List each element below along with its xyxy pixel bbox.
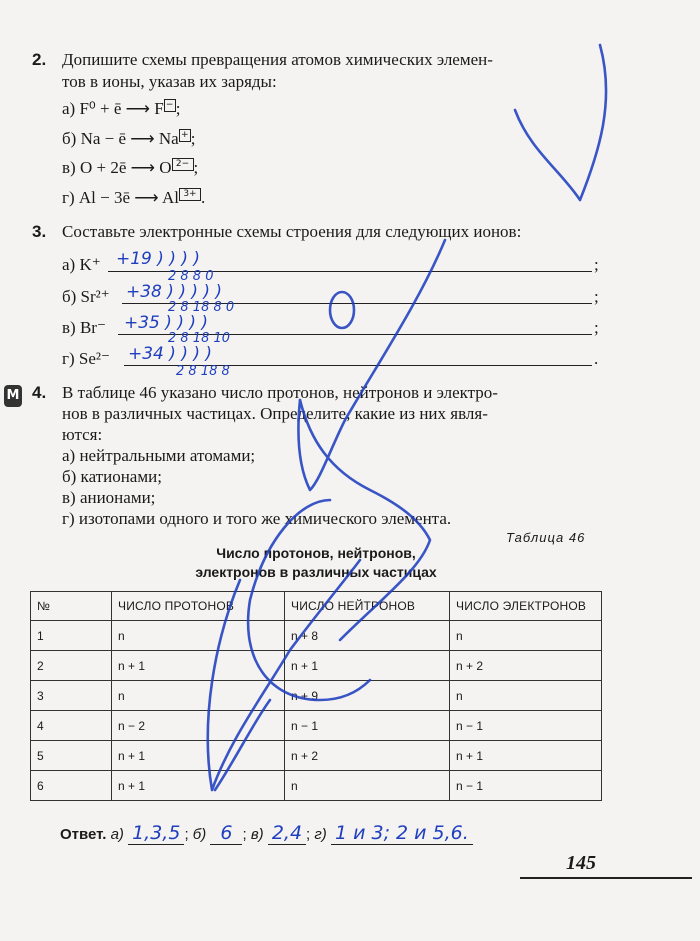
table-cell: n + 8 bbox=[285, 621, 450, 651]
table-caption-line1: Число протонов, нейтронов, bbox=[216, 545, 416, 561]
q2-item-g: г) Al − 3ē ⟶ Al 3+ . bbox=[62, 188, 206, 207]
table-row bbox=[31, 771, 602, 801]
q4-item-g: г) изотопами одного и того же химического элемента. bbox=[62, 509, 452, 528]
table-cell: n bbox=[112, 681, 285, 711]
question-2-number: 2. bbox=[32, 50, 47, 69]
q3-item-b-shells: 2 8 18 8 0 bbox=[168, 300, 235, 315]
q2-item-a-answer-box[interactable]: − bbox=[164, 99, 176, 112]
question-4-line2: нов в различных частицах. Определите, какие из них явля- bbox=[62, 404, 488, 423]
table-header-cell: ЧИСЛО НЕЙТРОНОВ bbox=[285, 592, 450, 621]
answer-g-value[interactable]: 1 и 3; 2 и 5,6. bbox=[331, 822, 473, 845]
q3-item-a-end: ; bbox=[594, 255, 599, 274]
table-cell: n + 1 bbox=[112, 771, 285, 801]
table-cell: n + 1 bbox=[450, 741, 602, 771]
answer-b-value[interactable]: 6 bbox=[210, 822, 242, 845]
q3-item-g-shells: 2 8 18 8 bbox=[176, 364, 230, 379]
table-cell: n − 2 bbox=[112, 711, 285, 741]
table-row bbox=[31, 711, 602, 741]
q3-item-b-label: б) Sr²⁺ bbox=[62, 287, 110, 306]
q2-item-b-formula: Na − ē ⟶ Na bbox=[80, 129, 179, 148]
q3-item-v-end: ; bbox=[594, 318, 599, 337]
q2-item-g-answer-box[interactable]: 3+ bbox=[179, 188, 201, 201]
q3-item-g-end: . bbox=[594, 349, 599, 368]
table-cell: 5 bbox=[31, 741, 112, 771]
table-cell: n + 2 bbox=[285, 741, 450, 771]
pen-stroke bbox=[330, 292, 354, 328]
page-number: 145 bbox=[566, 852, 596, 874]
question-4-line3: ются: bbox=[62, 425, 103, 444]
table-row bbox=[31, 681, 602, 711]
q4-item-b: б) катионами; bbox=[62, 467, 162, 486]
table-header-cell: ЧИСЛО ПРОТОНОВ bbox=[112, 592, 285, 621]
table-cell: n − 1 bbox=[450, 771, 602, 801]
pen-stroke bbox=[515, 45, 606, 200]
answer-a-label: а) bbox=[110, 826, 124, 843]
q4-item-v: в) анионами; bbox=[62, 488, 156, 507]
table-row bbox=[31, 621, 602, 651]
table-header-row bbox=[31, 592, 602, 621]
q2-item-v: в) O + 2ē ⟶ O 2− ; bbox=[62, 158, 199, 177]
answer-v-value[interactable]: 2,4 bbox=[268, 822, 306, 845]
answer-label: Ответ. bbox=[60, 826, 107, 843]
table-label: Таблица 46 bbox=[506, 530, 586, 545]
answer-a-value[interactable]: 1,3,5 bbox=[128, 822, 184, 845]
particles-table bbox=[30, 591, 602, 801]
q2-item-b-answer-box[interactable]: + bbox=[179, 129, 191, 142]
answer-g-label: г) bbox=[314, 826, 327, 843]
q3-item-g-handwriting: +34 ) ) ) ) bbox=[128, 344, 213, 364]
q4-item-a: а) нейтральными атомами; bbox=[62, 446, 256, 465]
table-cell: n + 1 bbox=[285, 651, 450, 681]
question-4-line1: В таблице 46 указано число протонов, нейтронов и электро- bbox=[62, 383, 498, 402]
table-caption-line2: электронов в различных частицах bbox=[195, 564, 437, 580]
table-cell: 2 bbox=[31, 651, 112, 681]
page-number-rule bbox=[520, 877, 692, 879]
q3-item-v-handwriting: +35 ) ) ) ) bbox=[124, 313, 209, 333]
q3-item-v-label: в) Br⁻ bbox=[62, 318, 106, 337]
table-cell: n bbox=[450, 621, 602, 651]
q2-item-g-label: г) bbox=[62, 188, 75, 207]
question-2-text-line1: Допишите схемы превращения атомов химических элемен- bbox=[62, 50, 493, 69]
table-cell: n + 1 bbox=[112, 651, 285, 681]
q2-item-v-answer-box[interactable]: 2− bbox=[172, 158, 194, 171]
table-cell: 1 bbox=[31, 621, 112, 651]
table-row bbox=[31, 741, 602, 771]
table-cell: n − 1 bbox=[450, 711, 602, 741]
q3-item-a-shells: 2 8 8 0 bbox=[168, 269, 214, 284]
table-cell: n bbox=[112, 621, 285, 651]
table-cell: n − 1 bbox=[285, 711, 450, 741]
answer-b-label: б) bbox=[192, 826, 207, 843]
table-cell: n bbox=[450, 681, 602, 711]
question-3-text: Составьте электронные схемы строения для следующих ионов: bbox=[62, 222, 522, 241]
q2-item-b-label: б) bbox=[62, 129, 77, 148]
table-cell: n + 9 bbox=[285, 681, 450, 711]
q3-item-a-handwriting: +19 ) ) ) ) bbox=[116, 249, 201, 269]
table-header-cell: ЧИСЛО ЭЛЕКТРОНОВ bbox=[450, 592, 602, 621]
question-4-number: 4. bbox=[32, 383, 47, 402]
table-cell: 4 bbox=[31, 711, 112, 741]
q2-item-a-label: а) bbox=[62, 99, 76, 118]
q2-item-a-formula: F⁰ + ē ⟶ F bbox=[79, 99, 164, 118]
answer-line: Ответ. а) 1,3,5 ; б) 6 ; в) 2,4 ; г) 1 и 3; 2 и 5,6. bbox=[60, 822, 473, 844]
q2-item-v-label: в) bbox=[62, 158, 76, 177]
q2-item-b: б) Na − ē ⟶ Na + ; bbox=[62, 129, 196, 148]
q3-item-g-label: г) Se²⁻ bbox=[62, 349, 110, 368]
q3-item-a-label: а) K⁺ bbox=[62, 255, 101, 274]
table-cell: 6 bbox=[31, 771, 112, 801]
question-3-number: 3. bbox=[32, 222, 47, 241]
q3-item-v-shells: 2 8 18 10 bbox=[168, 331, 231, 346]
answer-v-label: в) bbox=[250, 826, 264, 843]
q2-item-g-formula: Al − 3ē ⟶ Al bbox=[78, 188, 179, 207]
table-row bbox=[31, 651, 602, 681]
q3-item-b-end: ; bbox=[594, 287, 599, 306]
methodology-badge: М bbox=[4, 385, 22, 407]
table-header-cell: № bbox=[31, 592, 112, 621]
table-cell: n + 2 bbox=[450, 651, 602, 681]
q3-item-b-handwriting: +38 ) ) ) ) ) bbox=[126, 282, 223, 302]
table-cell: 3 bbox=[31, 681, 112, 711]
question-2-text-line2: тов в ионы, указав их заряды: bbox=[62, 72, 277, 91]
table-cell: n bbox=[285, 771, 450, 801]
q2-item-a: а) F⁰ + ē ⟶ F − ; bbox=[62, 99, 181, 118]
table-cell: n + 1 bbox=[112, 741, 285, 771]
q2-item-v-formula: O + 2ē ⟶ O bbox=[79, 158, 172, 177]
